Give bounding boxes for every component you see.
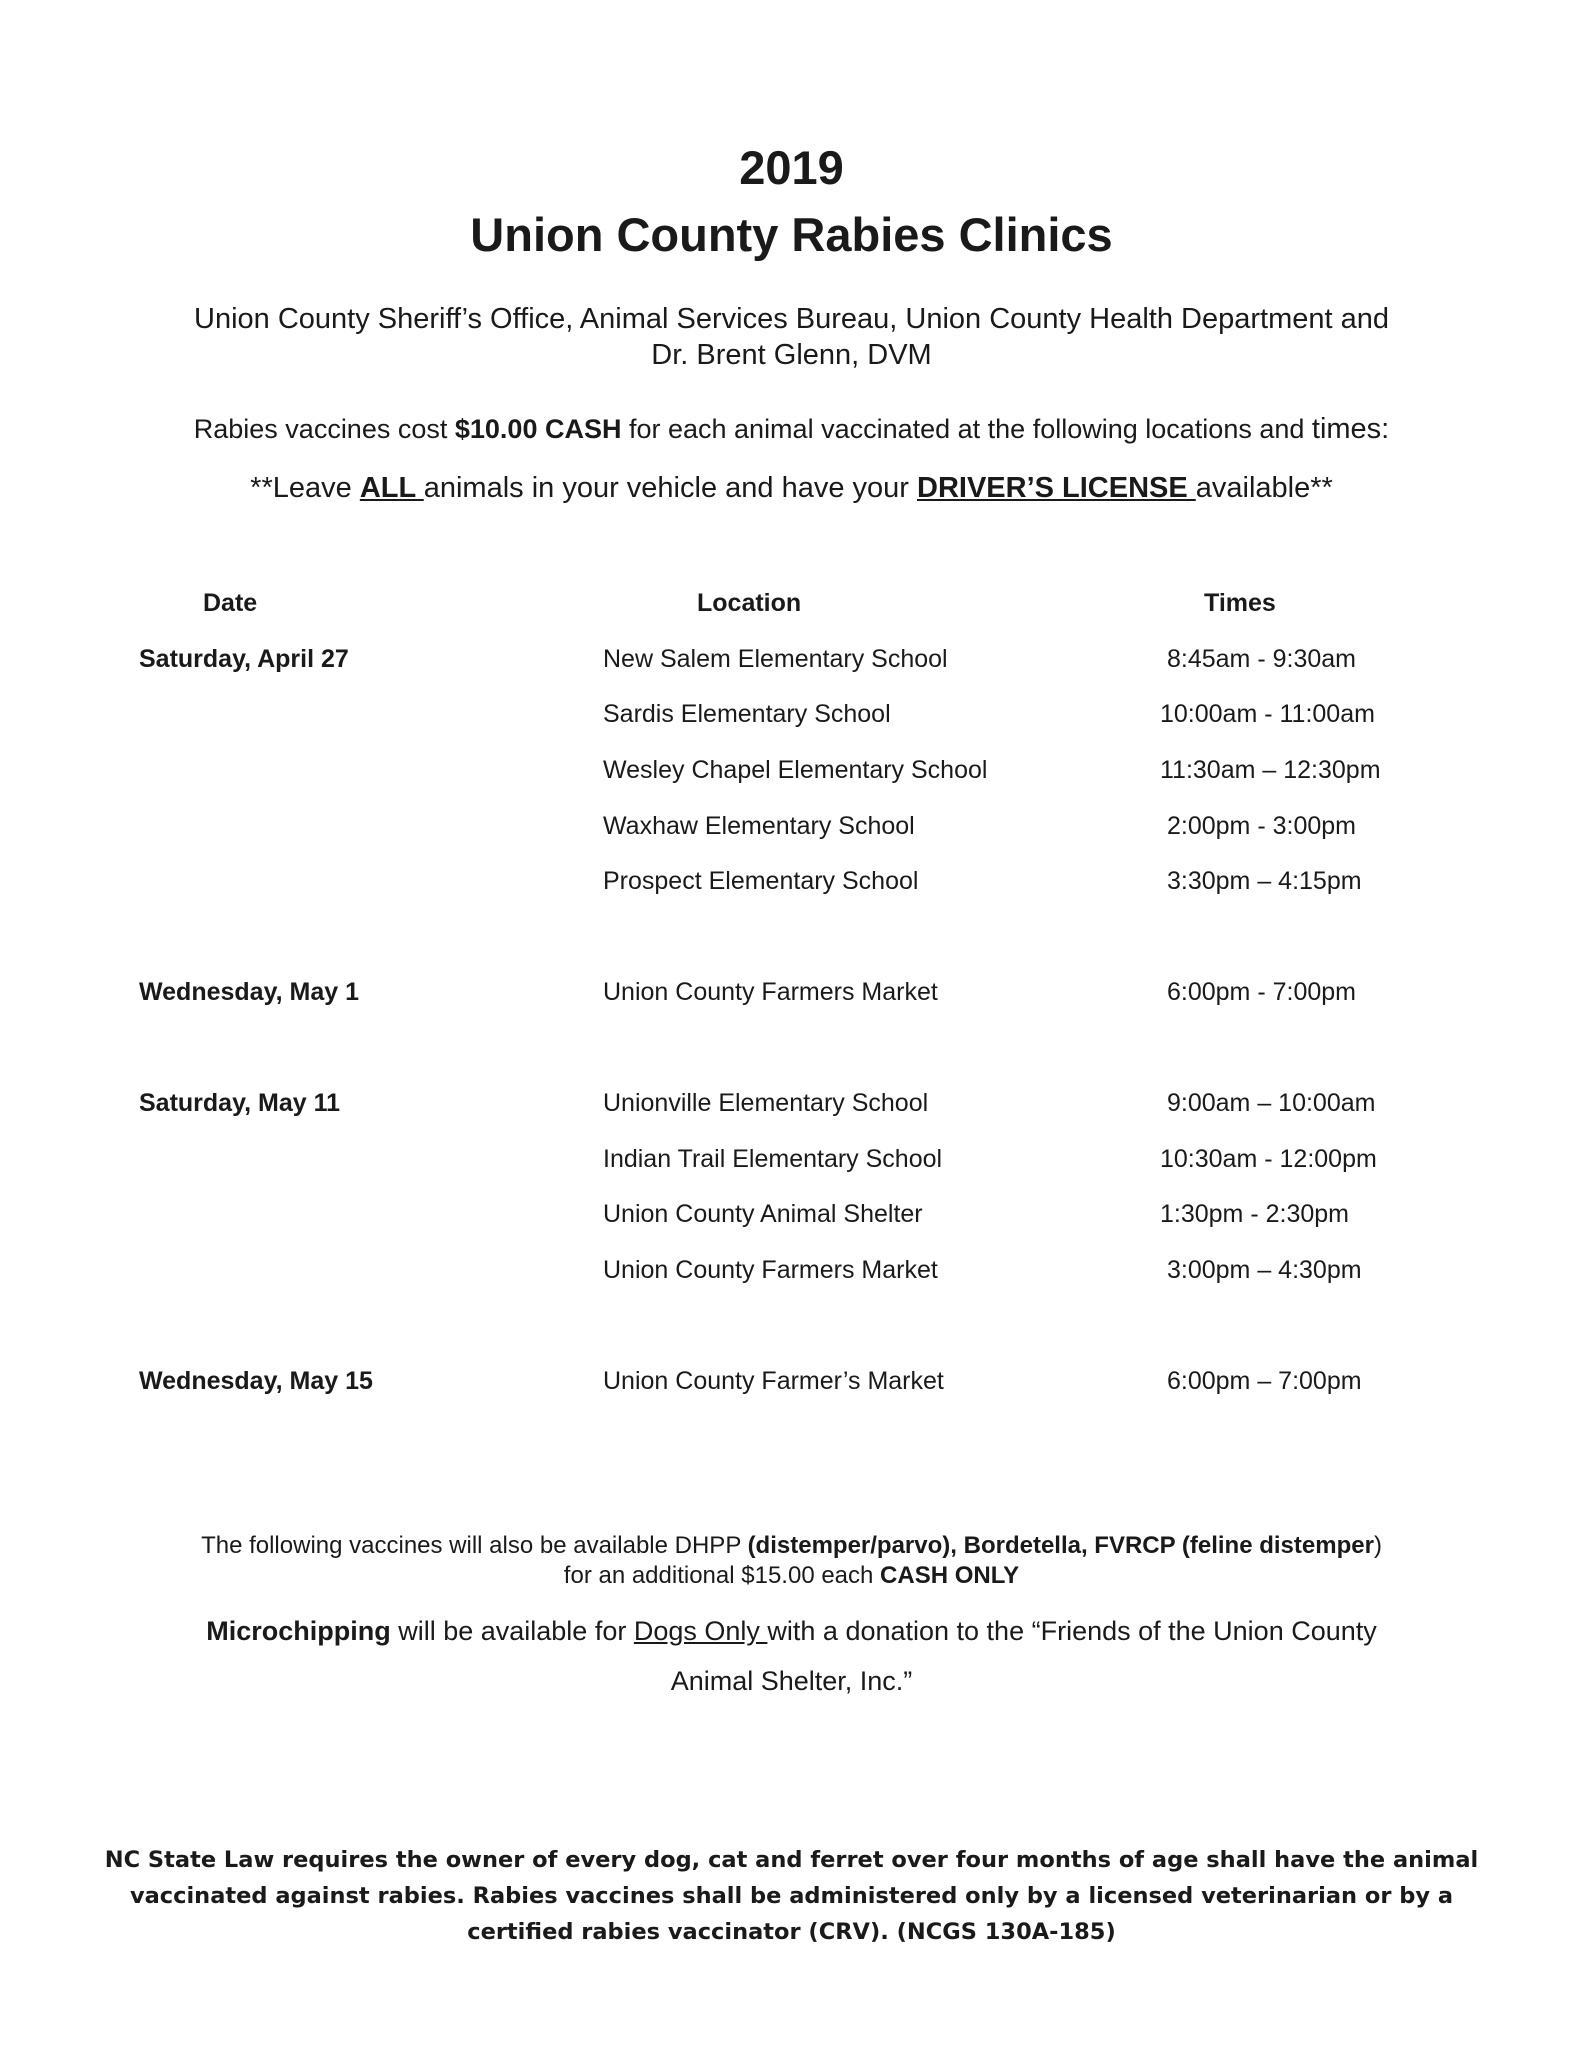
page-title: Union County Rabies Clinics: [470, 208, 1113, 261]
extra-part-2: ): [1373, 1532, 1382, 1559]
row-time: 6:00pm – 7:00pm: [1167, 1367, 1362, 1395]
row-location: Indian Trail Elementary School: [603, 1145, 943, 1173]
row-location: Waxhaw Elementary School: [603, 812, 915, 840]
row-date: Wednesday, May 15: [139, 1367, 373, 1395]
extra-part-3: for an additional $15.00 each: [563, 1562, 881, 1589]
header-times: Times: [1204, 589, 1276, 617]
microchip-dogs-only: Dogs Only: [633, 1616, 768, 1646]
row-time: 8:45am - 9:30am: [1167, 645, 1356, 673]
row-time: 11:30am – 12:30pm: [1160, 756, 1381, 784]
year-heading: 2019: [739, 141, 844, 194]
row-location: Unionville Elementary School: [603, 1089, 929, 1117]
cost-suffix: for each animal vaccinated at the following locations and: [621, 414, 1312, 444]
header-location: Location: [697, 589, 802, 617]
state-law-line-1: NC State Law requires the owner of every dog, cat and ferret over four months of age shall have the animal: [104, 1847, 1479, 1873]
notice-license: DRIVER’S LICENSE: [917, 472, 1196, 504]
sponsors-line-1: Union County Sheriff’s Office, Animal Services Bureau, Union County Health Department and: [194, 303, 1389, 335]
microchip-line-1: [0, 1606, 1583, 1656]
row-time: 10:00am - 11:00am: [1160, 700, 1375, 728]
row-time: 6:00pm - 7:00pm: [1167, 978, 1356, 1006]
row-date: Saturday, May 11: [139, 1089, 341, 1117]
row-time: 2:00pm - 3:00pm: [1167, 812, 1356, 840]
row-date: Wednesday, May 1: [139, 978, 359, 1006]
row-location: Union County Farmers Market: [603, 1256, 938, 1284]
row-location: Union County Farmer’s Market: [603, 1367, 944, 1395]
row-location: Prospect Elementary School: [603, 867, 919, 895]
extra-vaccines-line-2: [0, 1562, 1583, 1590]
row-time: 3:30pm – 4:15pm: [1167, 867, 1362, 895]
microchip-bold: Microchipping: [206, 1616, 391, 1646]
microchip-part-2: with a donation to the “Friends of the Union County: [767, 1616, 1377, 1646]
header-date: Date: [203, 589, 258, 617]
notice-all: ALL: [359, 472, 424, 504]
cost-price: $10.00 CASH: [454, 414, 622, 444]
microchip-part-1: will be available for: [390, 1616, 634, 1646]
row-time: 9:00am – 10:00am: [1167, 1089, 1376, 1117]
notice-part-2: animals in your vehicle and have your: [423, 472, 917, 504]
extra-vaccines-line-1: [0, 1532, 1583, 1560]
sponsors-line-2: Dr. Brent Glenn, DVM: [651, 339, 932, 371]
row-time: 1:30pm - 2:30pm: [1160, 1200, 1349, 1228]
vehicle-notice: [0, 472, 1583, 505]
row-location: Union County Farmers Market: [603, 978, 938, 1006]
extra-bold-2: CASH ONLY: [880, 1562, 1020, 1589]
row-date: Saturday, April 27: [139, 645, 349, 673]
extra-bold-1: (distemper/parvo), Bordetella, FVRCP (feline distemper: [747, 1532, 1374, 1559]
cost-last-word: times:: [1311, 413, 1390, 445]
row-time: 10:30am - 12:00pm: [1160, 1145, 1377, 1173]
row-location: Union County Animal Shelter: [603, 1200, 923, 1228]
row-location: Wesley Chapel Elementary School: [603, 756, 988, 784]
extra-part-1: The following vaccines will also be available DHPP: [201, 1532, 748, 1559]
cost-prefix: Rabies vaccines cost: [193, 414, 455, 444]
notice-part-3: available**: [1195, 472, 1333, 504]
row-location: Sardis Elementary School: [603, 700, 891, 728]
row-time: 3:00pm – 4:30pm: [1167, 1256, 1362, 1284]
cost-statement: [0, 413, 1583, 446]
state-law-line-3: certified rabies vaccinator (CRV). (NCGS 130A-185): [467, 1919, 1116, 1945]
row-location: New Salem Elementary School: [603, 645, 948, 673]
notice-part-1: **Leave: [250, 472, 360, 504]
microchip-line-2: Animal Shelter, Inc.”: [670, 1666, 913, 1696]
state-law-line-2: vaccinated against rabies. Rabies vaccines shall be administered only by a licensed veterinarian or by a: [129, 1883, 1454, 1909]
